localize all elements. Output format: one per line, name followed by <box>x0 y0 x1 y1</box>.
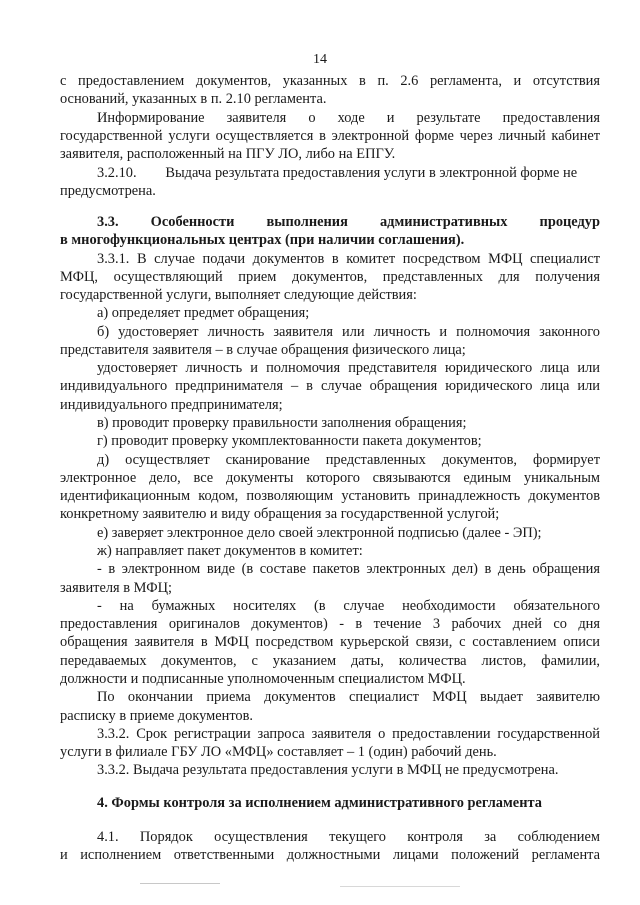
list-item: б) удостоверяет личность заявителя или личность и полномочия законного <box>97 324 600 340</box>
page-number: 14 <box>313 52 327 67</box>
text-line: расписку в приеме документов. <box>60 708 254 724</box>
text-line: 4.1. Порядок осуществления текущего контроля за соблюдением <box>97 829 600 845</box>
text-line: с предоставлением документов, указанных в п. 2.6 регламента, и отсутствия <box>60 73 600 89</box>
text-line: и исполнением ответственными должностными лицами положений регламента <box>60 847 600 863</box>
list-item: д) осуществляет сканирование представленных документов, формирует <box>97 452 600 468</box>
text-line: передаваемых документов, с указанием даты, количества листов, фамилии, <box>60 653 600 669</box>
scan-artifact <box>340 886 460 887</box>
list-item: - в электронном виде (в составе пакетов электронных дел) в день обращения <box>97 561 600 577</box>
text-line: государственной услуги, выполняет следующие действия: <box>60 287 417 303</box>
list-item: а) определяет предмет обращения; <box>97 305 310 321</box>
text-line: удостоверяет личность и полномочия представителя юридического лица или <box>97 360 600 376</box>
text-line: должности и подписанные уполномоченным специалистом МФЦ. <box>60 671 466 687</box>
text-line: 3.2.10. Выдача результата предоставления услуги в электронной форме не <box>97 165 578 181</box>
section-heading: 4. Формы контроля за исполнением административного регламента <box>97 795 542 811</box>
scan-artifact <box>140 883 220 884</box>
text-line: индивидуального предпринимателя; <box>60 397 283 413</box>
text-line: обращения заявителя в МФЦ посредством курьерской связи, с составлением описи <box>60 634 600 650</box>
list-item: г) проводит проверку укомплектованности пакета документов; <box>97 433 482 449</box>
text-line: заявителя в МФЦ; <box>60 580 173 596</box>
text-line: предусмотрена. <box>60 183 156 199</box>
text-line: услуги в филиале ГБУ ЛО «МФЦ» составляет – 1 (один) рабочий день. <box>60 744 497 760</box>
text-line: представителя заявителя – в случае обращения физического лица; <box>60 342 466 358</box>
text-line: электронное дело, все документы которого связываются единым уникальным <box>60 470 600 486</box>
text-line: индивидуального предпринимателя – в случае обращения юридического лица или <box>60 378 600 394</box>
text-line: конкретному заявителю и виду обращения за государственной услугой; <box>60 506 500 522</box>
list-item: ж) направляет пакет документов в комитет: <box>97 543 363 559</box>
text-line: предоставления оригиналов документов) - в течение 3 рабочих дней со дня <box>60 616 600 632</box>
list-item: - на бумажных носителях (в случае необходимости обязательного <box>97 598 600 614</box>
section-heading: 3.3. Особенности выполнения административных процедур <box>97 214 600 230</box>
text-line: 3.3.2. Срок регистрации запроса заявителя о предоставлении государственной <box>97 726 600 742</box>
text-line: 3.3.1. В случае подачи документов в комитет посредством МФЦ специалист <box>97 251 600 267</box>
list-item: е) заверяет электронное дело своей электронной подписью (далее - ЭП); <box>97 525 542 541</box>
text-line: государственной услуги осуществляется в электронной форме через личный кабинет <box>60 128 600 144</box>
text-line: Информирование заявителя о ходе и результате предоставления <box>97 110 600 126</box>
text-line: оснований, указанных в п. 2.10 регламента. <box>60 91 327 107</box>
list-item: в) проводит проверку правильности заполнения обращения; <box>97 415 467 431</box>
text-line: По окончании приема документов специалист МФЦ выдает заявителю <box>97 689 600 705</box>
text-line: идентификационным кодом, позволяющим установить принадлежность документов <box>60 488 600 504</box>
text-line: МФЦ, осуществляющий прием документов, представленных для получения <box>60 269 600 285</box>
section-heading-cont: в многофункциональных центрах (при наличии соглашения). <box>60 232 465 248</box>
text-line: заявителя, расположенный на ПГУ ЛО, либо на ЕПГУ. <box>60 146 396 162</box>
text-line: 3.3.2. Выдача результата предоставления услуги в МФЦ не предусмотрена. <box>97 762 559 778</box>
